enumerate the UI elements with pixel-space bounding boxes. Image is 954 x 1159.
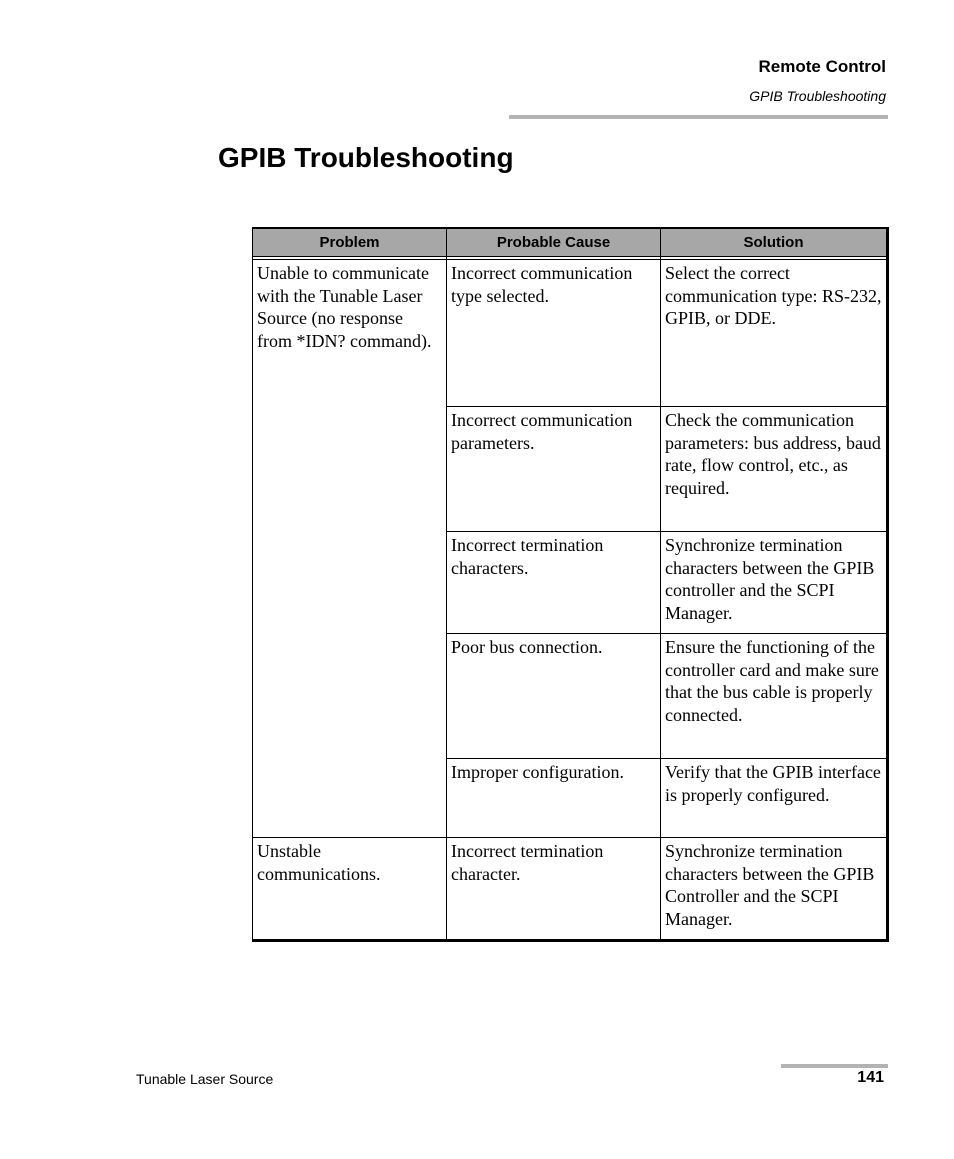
solution-cell: Ensure the functioning of the controller card and make sure that the bus cable is properly connected.: [661, 634, 888, 759]
running-header-section: GPIB Troubleshooting: [749, 88, 886, 104]
page-number: 141: [857, 1069, 884, 1086]
cause-cell: Poor bus connection.: [447, 634, 661, 759]
column-header-probable-cause: Probable Cause: [447, 228, 661, 257]
cause-cell: Incorrect termination characters.: [447, 532, 661, 634]
solution-cell: Synchronize termination characters between the GPIB controller and the SCPI Manager.: [661, 532, 888, 634]
cause-cell: Improper configuration.: [447, 759, 661, 838]
table-header-row: [253, 228, 888, 257]
solution-cell: Synchronize termination characters between the GPIB Controller and the SCPI Manager.: [661, 838, 888, 941]
solution-cell: Select the correct communication type: RS-232, GPIB, or DDE.: [661, 260, 888, 407]
footer-rule: [781, 1064, 888, 1068]
solution-cell: Check the communication parameters: bus address, baud rate, flow control, etc., as required.: [661, 407, 888, 532]
header-rule: [509, 115, 888, 119]
running-header-chapter: Remote Control: [758, 57, 886, 76]
problem-cell: Unstable communications.: [253, 838, 447, 941]
column-header-solution: Solution: [661, 228, 888, 257]
table-row: [253, 838, 888, 941]
troubleshooting-table: [252, 227, 889, 942]
footer-document-title: Tunable Laser Source: [136, 1071, 274, 1087]
solution-cell: Verify that the GPIB interface is properly configured.: [661, 759, 888, 838]
cause-cell: Incorrect termination character.: [447, 838, 661, 941]
cause-cell: Incorrect communication parameters.: [447, 407, 661, 532]
page-title: GPIB Troubleshooting: [218, 142, 514, 173]
problem-cell: Unable to communicate with the Tunable Laser Source (no response from *IDN? command).: [253, 260, 447, 838]
cause-cell: Incorrect communication type selected.: [447, 260, 661, 407]
table-row: [253, 260, 888, 407]
column-header-problem: Problem: [253, 228, 447, 257]
